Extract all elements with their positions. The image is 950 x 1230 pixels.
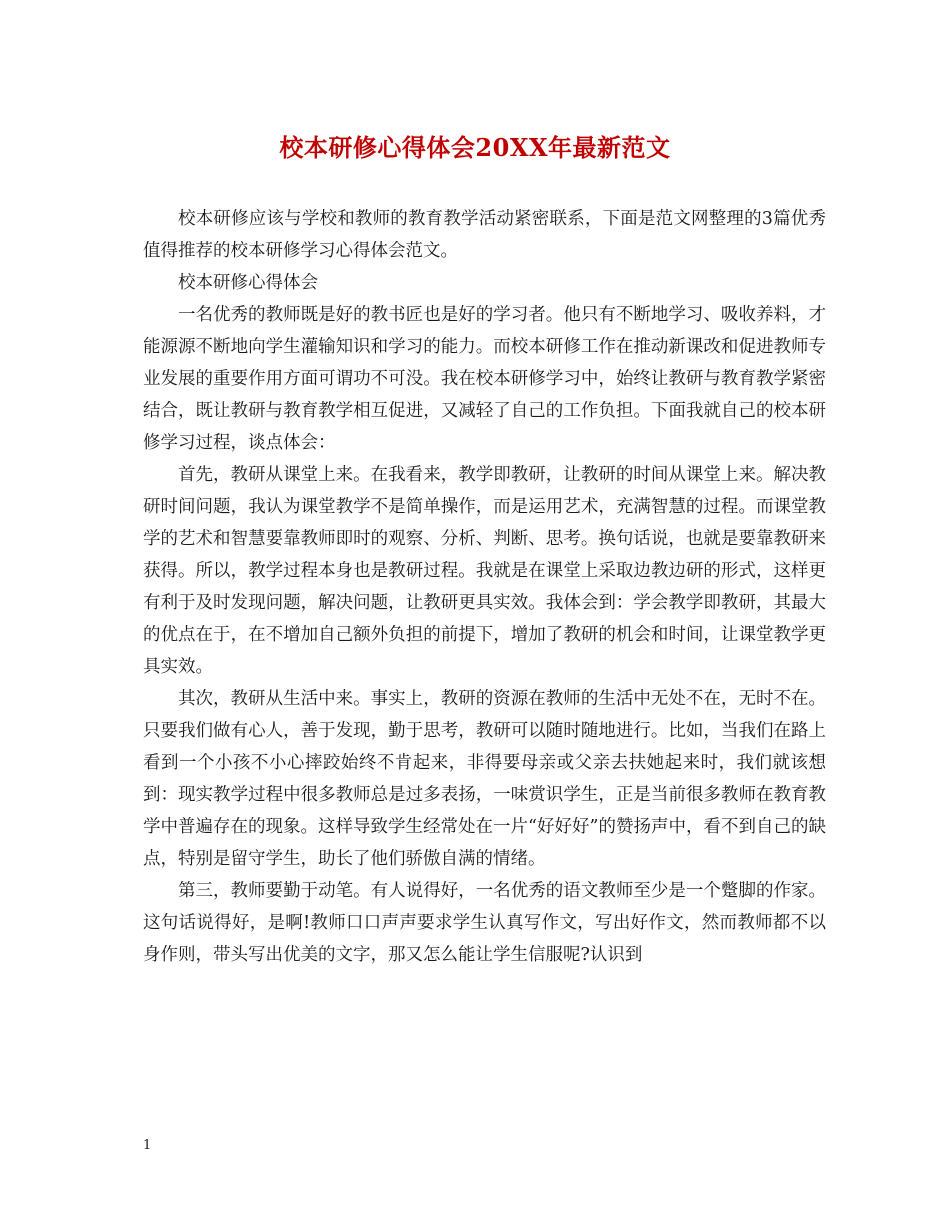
- section-heading: 校本研修心得体会: [178, 273, 318, 293]
- intro-paragraph: 校本研修应该与学校和教师的教育教学活动紧密联系，下面是范文网整理的3篇优秀值得推荐的校本研修学习心得体会范文。: [143, 209, 826, 261]
- body-paragraph-1: 一名优秀的教师既是好的教书匠也是好的学习者。他只有不断地学习、吸收养料，才能源源不断地向学生灌输知识和学习的能力。而校本研修工作在推动新课改和促进教师专业发展的重要作用方面可谓功不可没。我在校本研修学习中，始终让教研与教育教学紧密结合，既让教研与教育教学相互促进，又减轻了自己的工作负担。下面我就自己的校本研修学习过程，谈点体会：: [143, 305, 826, 453]
- document-title: 校本研修心得体会20XX年最新范文: [279, 133, 671, 162]
- document-body: [143, 203, 826, 971]
- body-paragraph-2: 首先，教研从课堂上来。在我看来，教学即教研，让教研的时间从课堂上来。解决教研时间问题，我认为课堂教学不是简单操作，而是运用艺术，充满智慧的过程。而课堂教学的艺术和智慧要靠教师即时的观察、分析、判断、思考。换句话说，也就是要靠教研来获得。所以，教学过程本身也是教研过程。我就是在课堂上采取边教边研的形式，这样更有利于及时发现问题，解决问题，让教研更具实效。我体会到：学会教学即教研，其最大的优点在于，在不增加自己额外负担的前提下，增加了教研的机会和时间，让课堂教学更具实效。: [143, 465, 826, 677]
- body-paragraph-4: 第三，教师要勤于动笔。有人说得好，一名优秀的语文教师至少是一个蹩脚的作家。这句话说得好，是啊!教师口口声声要求学生认真写作文，写出好作文，然而教师都不以身作则，带头写出优美的文字，那又怎么能让学生信服呢?认识到: [143, 881, 826, 965]
- page-number: 1: [143, 1138, 152, 1153]
- body-paragraph-3: 其次，教研从生活中来。事实上，教研的资源在教师的生活中无处不在，无时不在。只要我们做有心人，善于发现，勤于思考，教研可以随时随地进行。比如，当我们在路上看到一个小孩不小心摔跤始终不肯起来，非得要母亲或父亲去扶她起来时，我们就该想到：现实教学过程中很多教师总是过多表扬，一味赏识学生，正是当前很多教师在教育教学中普遍存在的现象。这样导致学生经常处在一片“好好好”的赞扬声中，看不到自己的缺点，特别是留守学生，助长了他们骄傲自满的情绪。: [143, 689, 826, 869]
